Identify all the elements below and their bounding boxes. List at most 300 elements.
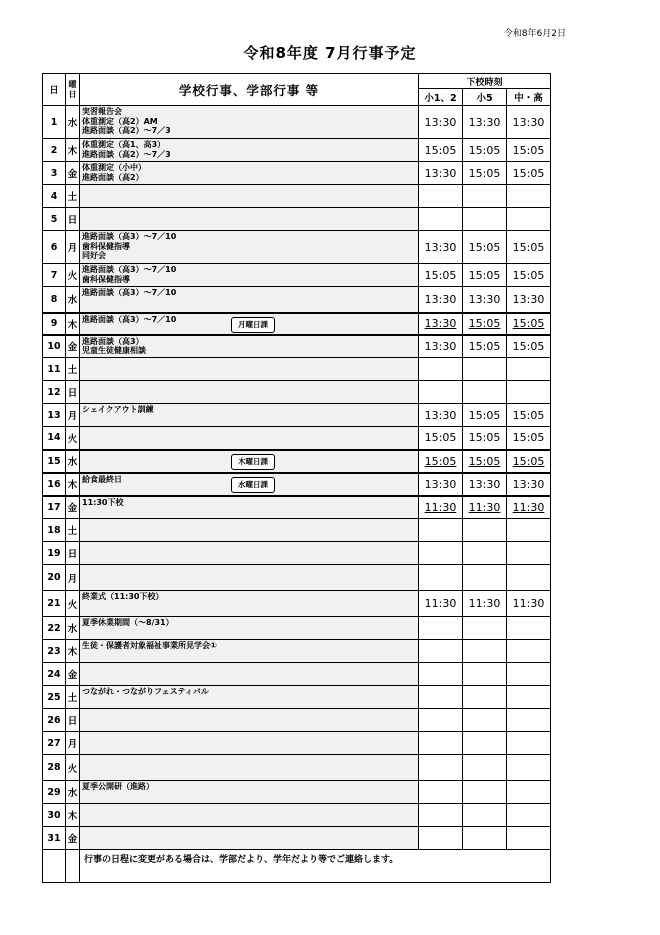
day-number: 10 [43,335,66,358]
dismissal-time-middle-high [507,404,551,427]
day-row [43,732,551,755]
dismissal-time-grade-1-2 [419,358,463,381]
dismissal-time-middle-high [507,591,551,617]
dismissal-time-value: 13:30 [424,408,457,422]
dismissal-time-value: 15:05 [468,143,501,157]
day-row [43,381,551,404]
day-number: 23 [43,640,66,663]
event-lines [80,663,418,664]
dismissal-time-middle-high [507,617,551,640]
dismissal-time-value: 15:05 [468,339,501,353]
dismissal-time-value: 15:05 [512,268,545,282]
event-lines [80,106,418,136]
dismissal-time-middle-high [507,139,551,162]
event-cell [80,450,419,473]
dismissal-time-value: 15:05 [512,166,545,180]
event-cell [80,381,419,404]
day-number: 24 [43,663,66,686]
event-cell [80,755,419,781]
event-lines [80,358,418,359]
day-row [43,335,551,358]
event-line: 歯科保健指導 [82,274,130,284]
event-lines [80,451,418,452]
dismissal-time-value: 15:05 [468,408,501,422]
event-cell [80,313,419,335]
event-line: つながれ・つながりフェスティバル [82,687,209,696]
event-cell [80,473,419,496]
event-line: シェイクアウト訓練 [82,405,154,414]
day-number: 5 [43,208,66,231]
event-lines [80,287,418,298]
dismissal-time-grade-1-2 [419,404,463,427]
event-lines [80,804,418,805]
weekday: 水 [66,617,80,640]
dismissal-time-middle-high [507,709,551,732]
event-lines [80,162,418,182]
dismissal-time-middle-high [507,473,551,496]
weekday: 火 [66,755,80,781]
column-header-grade-1-2: 小1、2 [419,89,463,106]
day-number: 29 [43,781,66,804]
event-line: 進路面談（高3）～7／10 [82,288,177,297]
day-row [43,640,551,663]
event-lines [80,686,418,697]
dismissal-time-grade-1-2 [419,755,463,781]
event-lines [80,640,418,651]
day-row [43,139,551,162]
day-row [43,162,551,185]
event-lines [80,591,418,602]
dismissal-time-middle-high [507,663,551,686]
dismissal-time-middle-high [507,427,551,450]
day-number: 20 [43,565,66,591]
event-line: 夏季休業期間（～8/31） [82,618,174,627]
day-number: 16 [43,473,66,496]
dismissal-time-grade-5 [463,404,507,427]
weekday: 金 [66,335,80,358]
event-line: 児童生徒健康相談 [82,346,146,355]
event-lines [80,542,418,543]
dismissal-time-grade-5 [463,827,507,850]
dismissal-time-grade-1-2 [419,519,463,542]
dismissal-time-grade-1-2 [419,640,463,663]
event-lines [80,381,418,382]
day-number: 25 [43,686,66,709]
event-cell [80,617,419,640]
day-row [43,755,551,781]
weekday: 土 [66,358,80,381]
dismissal-time-value: 15:05 [512,431,545,445]
dismissal-time-grade-5 [463,335,507,358]
dismissal-time-middle-high [507,287,551,313]
event-line: 生徒・保護者対象福祉事業所見学会① [82,641,217,650]
dismissal-time-value: 13:30 [424,292,457,306]
day-row [43,473,551,496]
dismissal-time-grade-5 [463,663,507,686]
event-lines [80,139,418,159]
day-number: 9 [43,313,66,335]
dismissal-time-grade-1-2 [419,565,463,591]
event-lines [80,827,418,828]
day-row [43,427,551,450]
dismissal-time-value: 15:05 [424,143,457,157]
dismissal-time-value: 15:05 [512,408,545,422]
event-cell [80,185,419,208]
weekday: 金 [66,162,80,185]
dismissal-time-grade-5 [463,709,507,732]
day-row [43,496,551,519]
dismissal-time-grade-5 [463,565,507,591]
event-lines [80,497,418,508]
event-line: 進路面談（高3）～7／10 [82,232,177,241]
dismissal-time-grade-5 [463,591,507,617]
dismissal-time-value: 13:30 [512,292,545,306]
dismissal-time-value: 11:30 [512,500,545,514]
dismissal-time-grade-1-2 [419,264,463,287]
weekday: 土 [66,519,80,542]
dismissal-time-value: 15:05 [424,268,457,282]
event-line: 進路面談（高3）～7／10 [82,265,177,274]
event-line: 進路面談（高3） [82,336,144,346]
day-row [43,565,551,591]
day-number: 31 [43,827,66,850]
dismissal-time-value: 15:05 [468,431,501,445]
footer-blank-cell [43,850,66,883]
dismissal-time-grade-1-2 [419,231,463,264]
dismissal-time-grade-1-2 [419,709,463,732]
event-line: 夏季公開研（進路） [82,782,154,791]
event-cell [80,709,419,732]
event-cell [80,732,419,755]
dismissal-time-grade-5 [463,640,507,663]
dismissal-time-grade-1-2 [419,313,463,335]
event-cell [80,404,419,427]
dismissal-time-middle-high [507,162,551,185]
schedule-table [42,73,551,883]
dismissal-time-grade-5 [463,287,507,313]
day-number: 19 [43,542,66,565]
day-number: 30 [43,804,66,827]
dismissal-time-grade-5 [463,381,507,404]
event-line: 体重測定（高1、高3） [82,140,166,149]
day-row [43,287,551,313]
event-cell [80,565,419,591]
day-number: 27 [43,732,66,755]
dismissal-time-value: 13:30 [424,477,457,491]
day-number: 14 [43,427,66,450]
event-cell [80,335,419,358]
day-row [43,686,551,709]
event-line: 同好会 [82,251,106,260]
event-lines [80,519,418,520]
day-row [43,827,551,850]
dismissal-time-grade-1-2 [419,686,463,709]
dismissal-time-middle-high [507,231,551,264]
day-number: 26 [43,709,66,732]
dismissal-time-value: 11:30 [424,500,457,514]
dismissal-time-grade-1-2 [419,106,463,139]
event-cell [80,686,419,709]
event-cell [80,519,419,542]
event-cell [80,640,419,663]
dismissal-time-value: 11:30 [468,500,501,514]
event-cell [80,287,419,313]
dismissal-time-middle-high [507,542,551,565]
column-header-day: 日 [43,74,66,106]
footer-note: 行事の日程に変更がある場合は、学部だより、学年だより等でご連絡します。 [80,850,551,883]
dismissal-time-middle-high [507,335,551,358]
event-line: 進路面談（高3）～7／10 [82,314,177,324]
dismissal-time-value: 15:05 [468,240,501,254]
dismissal-time-middle-high [507,381,551,404]
dismissal-time-grade-5 [463,450,507,473]
weekday: 木 [66,804,80,827]
dismissal-time-value: 13:30 [424,115,457,129]
day-number: 8 [43,287,66,313]
footer-blank-cell [66,850,80,883]
dismissal-time-middle-high [507,755,551,781]
day-number: 7 [43,264,66,287]
day-row [43,450,551,473]
schedule-swap-badge: 月曜日課 [231,317,275,333]
day-number: 6 [43,231,66,264]
dismissal-time-middle-high [507,827,551,850]
weekday: 土 [66,686,80,709]
dismissal-time-grade-5 [463,358,507,381]
dismissal-time-value: 15:05 [424,454,457,468]
day-number: 1 [43,106,66,139]
event-lines [80,264,418,284]
dismissal-time-value: 13:30 [424,339,457,353]
column-header-middle-high: 中・高 [507,89,551,106]
dismissal-time-middle-high [507,519,551,542]
column-header-dismissal: 下校時刻 [419,74,551,89]
day-row [43,663,551,686]
event-line: 実習報告会 [82,107,122,116]
day-row [43,519,551,542]
dismissal-time-grade-1-2 [419,663,463,686]
event-lines [80,781,418,792]
dismissal-time-middle-high [507,565,551,591]
day-row [43,709,551,732]
issue-date: 令和8年6月2日 [503,29,566,39]
dismissal-time-middle-high [507,496,551,519]
day-number: 3 [43,162,66,185]
day-number: 18 [43,519,66,542]
day-row [43,617,551,640]
day-number: 12 [43,381,66,404]
event-cell [80,427,419,450]
dismissal-time-middle-high [507,208,551,231]
dismissal-time-grade-1-2 [419,827,463,850]
weekday: 水 [66,106,80,139]
weekday: 火 [66,264,80,287]
dismissal-time-value: 11:30 [468,597,501,610]
dismissal-time-grade-5 [463,185,507,208]
dismissal-time-grade-5 [463,208,507,231]
dismissal-time-value: 13:30 [424,317,457,330]
event-cell [80,231,419,264]
weekday: 金 [66,827,80,850]
day-row [43,781,551,804]
weekday: 月 [66,732,80,755]
weekday: 水 [66,450,80,473]
weekday: 月 [66,565,80,591]
day-row [43,804,551,827]
event-line: 体重測定（小中） [82,163,146,172]
day-number: 15 [43,450,66,473]
dismissal-time-grade-5 [463,162,507,185]
weekday: 月 [66,404,80,427]
day-row [43,313,551,335]
weekday: 金 [66,663,80,686]
event-line: 進路面談（高2）～7／3 [82,126,171,135]
weekday: 木 [66,640,80,663]
event-cell [80,827,419,850]
dismissal-time-grade-5 [463,496,507,519]
day-row [43,591,551,617]
dismissal-time-value: 11:30 [424,597,457,610]
dismissal-time-middle-high [507,185,551,208]
event-cell [80,139,419,162]
dismissal-time-grade-5 [463,617,507,640]
dismissal-time-value: 15:05 [468,454,501,468]
dismissal-time-middle-high [507,313,551,335]
dismissal-time-grade-5 [463,231,507,264]
dismissal-time-middle-high [507,106,551,139]
dismissal-time-middle-high [507,804,551,827]
dismissal-time-value: 15:05 [512,454,545,468]
dismissal-time-grade-1-2 [419,473,463,496]
event-cell [80,208,419,231]
day-row [43,542,551,565]
event-cell [80,358,419,381]
dismissal-time-value: 15:05 [512,143,545,157]
dismissal-time-value: 15:05 [468,166,501,180]
day-row [43,358,551,381]
dismissal-time-grade-5 [463,755,507,781]
dismissal-time-grade-5 [463,313,507,335]
dismissal-time-grade-1-2 [419,162,463,185]
dismissal-time-value: 15:05 [512,339,545,353]
dismissal-time-value: 13:30 [512,115,545,129]
page-title: 令和8年度 7月行事予定 [243,44,417,62]
day-row [43,208,551,231]
day-number: 11 [43,358,66,381]
event-cell [80,663,419,686]
event-lines [80,755,418,756]
dismissal-time-value: 15:05 [468,268,501,282]
dismissal-time-grade-5 [463,264,507,287]
dismissal-time-grade-1-2 [419,208,463,231]
day-number: 21 [43,591,66,617]
dismissal-time-grade-5 [463,732,507,755]
dismissal-time-grade-5 [463,542,507,565]
dismissal-time-value: 15:05 [468,317,501,330]
dismissal-time-middle-high [507,264,551,287]
dismissal-time-grade-1-2 [419,139,463,162]
dismissal-time-value: 13:30 [424,166,457,180]
event-lines [80,185,418,186]
event-cell [80,496,419,519]
weekday: 月 [66,231,80,264]
event-lines [80,231,418,261]
event-lines [80,732,418,733]
dismissal-time-grade-5 [463,686,507,709]
weekday: 水 [66,781,80,804]
dismissal-time-value: 15:05 [512,240,545,254]
event-line: 給食最終日 [82,474,122,484]
weekday: 日 [66,381,80,404]
dismissal-time-grade-1-2 [419,427,463,450]
event-lines [80,709,418,710]
dismissal-time-grade-1-2 [419,781,463,804]
day-number: 13 [43,404,66,427]
weekday: 土 [66,185,80,208]
weekday: 金 [66,496,80,519]
event-lines [80,565,418,566]
column-header-grade-5: 小5 [463,89,507,106]
dismissal-time-grade-1-2 [419,335,463,358]
event-cell [80,781,419,804]
event-line: 進路面談（高2） [82,172,144,182]
dismissal-time-middle-high [507,781,551,804]
dismissal-time-grade-1-2 [419,381,463,404]
event-lines [80,427,418,428]
day-number: 4 [43,185,66,208]
dismissal-time-grade-1-2 [419,591,463,617]
schedule-swap-badge: 木曜日課 [231,454,275,470]
dismissal-time-grade-1-2 [419,450,463,473]
weekday: 火 [66,427,80,450]
event-line: 体重測定（高2）AM [82,116,158,126]
event-cell [80,106,419,139]
schedule-swap-badge: 水曜日課 [231,477,275,493]
dismissal-time-value: 13:30 [468,477,501,491]
dismissal-time-grade-1-2 [419,496,463,519]
dismissal-time-value: 13:30 [468,115,501,129]
dismissal-time-middle-high [507,640,551,663]
event-lines [80,208,418,209]
weekday: 日 [66,709,80,732]
day-row [43,404,551,427]
dismissal-time-value: 13:30 [468,292,501,306]
dismissal-time-grade-1-2 [419,287,463,313]
event-line: 11:30下校 [82,497,124,507]
event-line: 歯科保健指導 [82,241,130,251]
dismissal-time-value: 15:05 [424,431,457,445]
day-row [43,106,551,139]
dismissal-time-grade-5 [463,139,507,162]
event-cell [80,264,419,287]
day-row [43,185,551,208]
event-lines [80,404,418,415]
dismissal-time-grade-5 [463,473,507,496]
column-header-weekday: 曜日 [66,74,80,106]
dismissal-time-middle-high [507,732,551,755]
event-line: 終業式（11:30下校） [82,592,164,601]
day-number: 28 [43,755,66,781]
weekday: 木 [66,139,80,162]
dismissal-time-middle-high [507,450,551,473]
event-cell [80,804,419,827]
weekday: 日 [66,542,80,565]
column-header-events: 学校行事、学部行事 等 [80,74,419,106]
dismissal-time-grade-1-2 [419,185,463,208]
day-row [43,231,551,264]
dismissal-time-grade-5 [463,106,507,139]
event-lines [80,336,418,356]
